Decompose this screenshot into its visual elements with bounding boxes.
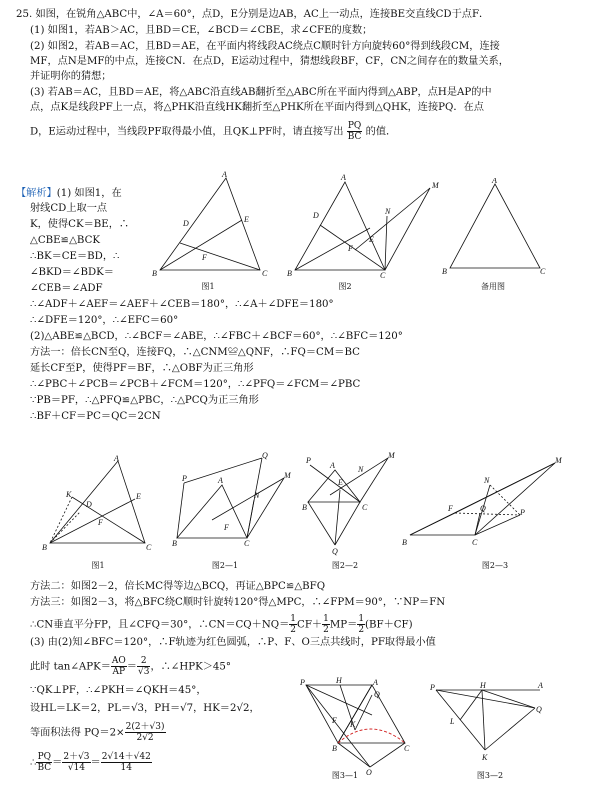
solution-line-1: 【解析】(1) 如图1，在 [16,188,122,199]
caption-fig2: 图2 [338,282,352,291]
caption-fig3-1: 图3—1 [331,771,359,780]
svg-text:D: D [86,500,92,509]
svg-text:A: A [330,461,335,470]
solution-line-6: ∠BKD＝∠BDK＝ [30,267,114,278]
svg-text:M: M [555,456,562,465]
caption-fig2-3: 图2—3 [481,561,509,570]
caption-fig2-2: 图2—2 [331,561,359,570]
svg-text:B: B [442,267,447,276]
svg-text:D: D [183,219,189,228]
svg-text:C: C [362,503,368,512]
part3-line-5: 等面积法得 PQ＝2× $\frac{2(2+√3)}{2√2}$ [30,722,165,743]
part3-line-3: ∵QK⊥PF，∴∠PKH＝∠QKH＝45°， [30,685,207,696]
part3-line-4: 设HL＝LK＝2，PL＝√3，PH＝√7，HK＝2√2， [30,703,260,714]
svg-text:P: P [300,678,305,687]
figure-1 [150,170,280,280]
svg-text:F: F [202,253,207,262]
svg-text:B: B [42,543,47,552]
svg-text:B: B [152,269,157,278]
caption-fig3-2: 图3—2 [476,771,504,780]
problem-line-3: (2) 如图2，若AB＝AC，且BD＝AE，在平面内将线段AC绕点C顺时针方向旋转60°得到线段CM，连接 [30,41,500,52]
svg-text:M: M [388,451,395,460]
analysis-tag: 【解析】 [16,188,57,199]
method-2: 方法二：如图2－2，倍长MC得等边△BCQ，再证△BPC≌△BFQ [30,581,326,592]
svg-text:E: E [338,478,343,487]
svg-text:E: E [369,235,374,244]
solution-line-2: 射线CD上取一点 [30,203,108,214]
svg-text:B: B [402,538,407,547]
caption-spare: 备用图 [481,282,505,291]
svg-text:A: A [341,173,346,182]
svg-text:O: O [366,768,372,775]
svg-text:P: P [306,456,311,465]
svg-text:H: H [480,681,486,690]
svg-text:Q: Q [262,451,268,460]
part3-line-6: ∴ $\frac{PQ}{BC}$ ＝ $\frac{2+√3}{√14}$ ＝ $\frac{2√14+√42}{14}$ [30,752,151,773]
svg-text:L: L [450,717,455,726]
solution-line-7: ∠CEB＝∠ADF [30,283,103,294]
svg-text:M: M [432,181,439,190]
solution-line-5: ∴BK＝CE＝BD，∴ [30,251,120,262]
problem-line-4: MF，点N是MF的中点，连接CN．在点D，E运动过程中，猜想线段BF，CF，CN之间存在的数量关系， [30,56,509,67]
solution-line-4: △CBE≌△BCK [30,235,101,246]
solution-line-12: 延长CF至P，使得PF＝BF，∴△OBF为正三角形 [30,363,254,374]
caption-fig1: 图1 [201,282,215,291]
svg-text:C: C [472,538,478,547]
problem-line-1: 25. 如图，在锐角△ABC中，∠A＝60°，点D，E分别是边AB，AC上一动点，连接BE交直线CD于点F． [16,9,490,20]
svg-text:B: B [287,269,292,278]
svg-text:F: F [224,523,229,532]
svg-text:C: C [540,267,546,276]
spare-figure [440,178,550,278]
svg-text:A: A [222,170,227,179]
figure-3-2 [430,680,560,770]
fraction-pq-bc: $\frac{PQ}{BC}$ [347,121,362,142]
svg-text:H: H [336,676,342,685]
svg-text:Q: Q [374,690,380,699]
svg-text:A: A [492,178,497,185]
figure-1-solution [40,455,165,555]
figure-2-2 [300,450,400,560]
svg-text:C: C [404,744,410,753]
figure-2-1 [172,450,297,555]
svg-text:K: K [482,753,488,762]
svg-text:P: P [430,683,435,692]
solution-line-11: 方法一：倍长CN至Q，连接FQ，∴△CNM≌△QNF，∴FQ＝CM＝BC [30,347,360,358]
problem-line-6: (3) 若AB＝AC，且BD＝AE，将△ABC沿直线AB翻折至△ABC所在平面内得到△ABP，点H是AP的中 [30,87,492,98]
svg-text:A: A [373,678,378,687]
svg-text:P: P [520,508,525,517]
solution-line-15: ∴BF＋CF＝PC＝QC＝2CN [30,411,161,422]
svg-text:D: D [313,211,319,220]
svg-text:F: F [332,716,337,725]
svg-text:C: C [262,269,268,278]
svg-text:Q: Q [536,705,542,714]
method-3: 方法三：如图2－3，将△BFC绕C顺时针旋转120°得△MPC，∴∠FPM＝90°，∵NP＝FN [30,597,446,608]
figure-2 [285,170,445,280]
solution-line-13: ∴∠PBC＋∠PCB＝∠PCB＋∠FCM＝120°，∴∠PFQ＝∠FCM＝∠PBC [30,379,361,390]
problem-line-8: D，E运动过程中，当线段PF取得最小值，且QK⊥PF时，请直接写出 $\frac{PQ}{BC}$ 的值． [30,121,397,142]
problem-line-7: 点，点K是线段PF上一点，将△PHK沿直线HK翻折至△PHK所在平面内得到△QHK，连接PQ．在点 [30,102,484,113]
solution-line-10: (2)△ABE≌△BCD，∴∠BCF＝∠ABE，∴∠FBC＋∠BCF＝60°，∴∠BFC＝120° [30,331,403,342]
svg-text:A: A [218,476,223,485]
figure-3-1 [300,675,420,775]
svg-text:N: N [254,491,260,500]
svg-text:N: N [385,207,391,216]
svg-text:E: E [244,215,249,224]
svg-text:E: E [136,492,141,501]
svg-text:C: C [244,539,250,548]
svg-text:F: F [348,244,353,253]
caption-fig2-1: 图2—1 [211,561,239,570]
svg-text:Q: Q [332,547,338,556]
svg-text:B: B [172,539,177,548]
part3-line-2: 此时 tan∠APK＝ $\frac{AO}{AP}$ ＝ $\frac{2}{√3}$ ，∴∠HPK＞45° [30,656,231,677]
svg-text:K: K [350,720,356,729]
solution-line-9: ∴∠DFE＝120°，∴∠EFC＝60° [30,315,179,326]
svg-text:Q: Q [480,504,486,513]
caption-fig1-solution: 图1 [91,561,105,570]
solution-line-3: K，使得CK＝BE，∴ [30,219,130,230]
svg-text:C: C [146,543,152,552]
method-3-cont: ∴CN垂直平分FP，且∠CFQ＝30°，∴CN＝CQ＋NQ＝ $\frac{1}{2}$ CF＋ $\frac{1}{2}$ MP＝ $\frac{1}{2}$ (BF＋CF) [30,614,413,635]
svg-text:A: A [114,455,119,463]
svg-text:C: C [380,271,386,280]
solution-line-14: ∵PB＝PF，∴△PFQ≌△PBC，∴△PCQ为正三角形 [30,395,259,406]
problem-line-2: (1) 如图1，若AB＞AC，且BD＝CE，∠BCD＝∠CBE，求∠CFE的度数； [30,25,373,36]
svg-text:B: B [332,744,337,753]
svg-text:A: A [538,681,543,690]
svg-text:P: P [182,474,187,483]
solution-line-8: ∴∠ADF＋∠AEF＝∠AEF＋∠CEB＝180°，∴∠A＋∠DFE＝180° [30,299,334,310]
svg-text:B: B [302,503,307,512]
part3-line-1: (3) 由(2)知∠BFC＝120°，∴F轨迹为红色圆弧，∴P、F、O三点共线时，PF取得最小值 [30,637,436,648]
figure-2-3 [400,455,575,550]
svg-text:N: N [358,465,364,474]
svg-text:M: M [284,471,291,480]
svg-text:N: N [484,476,490,485]
svg-text:K: K [66,490,72,499]
problem-line-5: 并证明你的猜想； [30,71,112,82]
svg-text:F: F [448,504,453,513]
svg-text:F: F [98,518,103,527]
